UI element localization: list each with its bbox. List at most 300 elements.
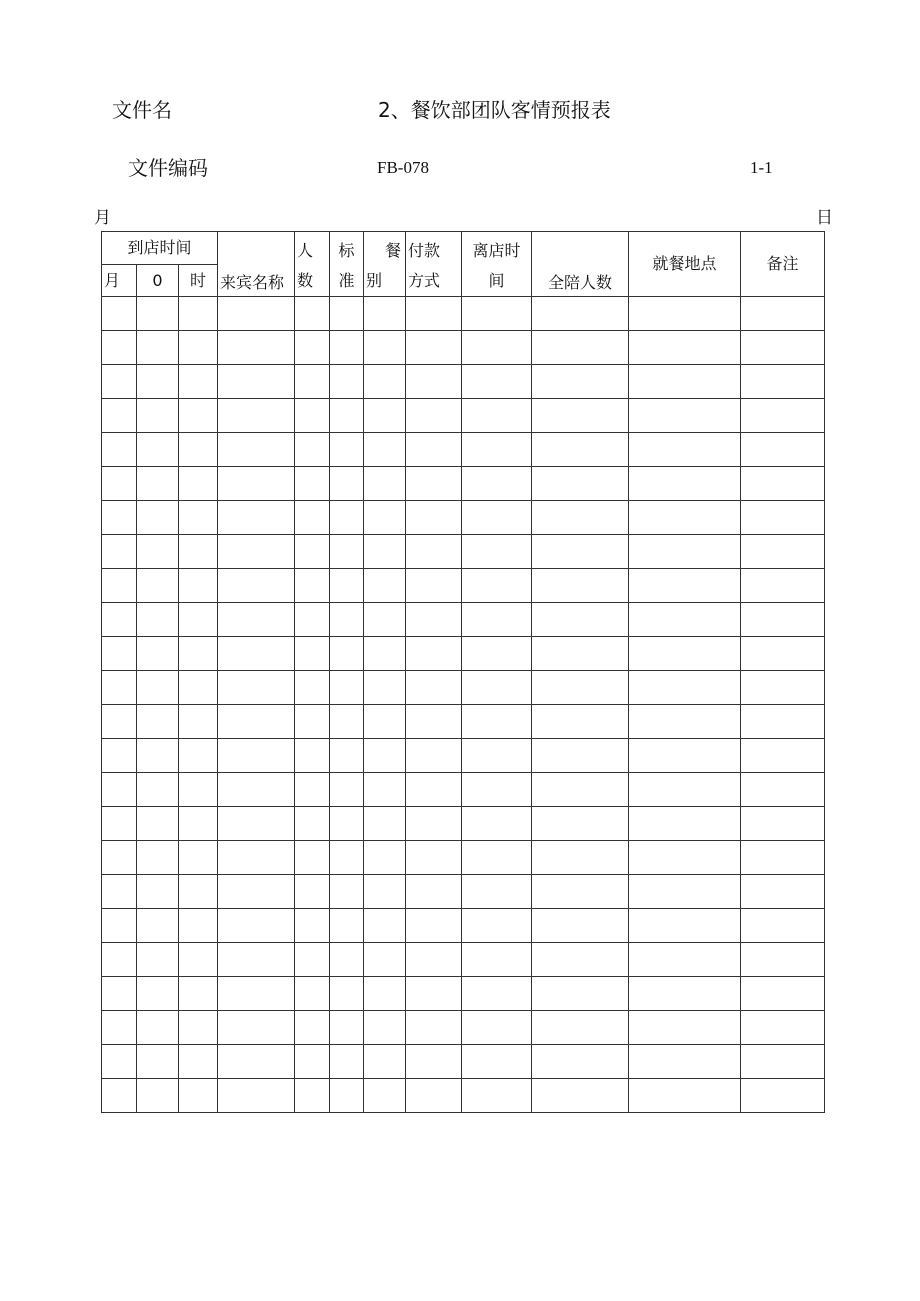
table-cell[interactable] bbox=[462, 943, 532, 977]
table-cell[interactable] bbox=[406, 705, 462, 739]
table-cell[interactable] bbox=[364, 841, 406, 875]
table-cell[interactable] bbox=[629, 433, 741, 467]
table-cell[interactable] bbox=[218, 535, 295, 569]
table-cell[interactable] bbox=[741, 331, 825, 365]
table-cell[interactable] bbox=[532, 977, 629, 1011]
table-row bbox=[102, 501, 825, 535]
table-cell[interactable] bbox=[462, 467, 532, 501]
remarks-header: 备注 bbox=[741, 232, 825, 297]
table-cell[interactable] bbox=[330, 773, 364, 807]
table-cell[interactable] bbox=[741, 365, 825, 399]
arrival-time-header: 到店时间 bbox=[102, 232, 218, 265]
people-count-header bbox=[295, 232, 330, 297]
table-cell[interactable] bbox=[364, 1079, 406, 1113]
table-cell[interactable] bbox=[137, 671, 179, 705]
table-cell[interactable] bbox=[629, 705, 741, 739]
table-cell[interactable] bbox=[295, 909, 330, 943]
people-line2: 数 bbox=[297, 271, 314, 290]
table-cell[interactable] bbox=[295, 1011, 330, 1045]
table-cell[interactable] bbox=[295, 841, 330, 875]
table-cell[interactable] bbox=[629, 909, 741, 943]
table-cell[interactable] bbox=[179, 399, 218, 433]
table-cell[interactable] bbox=[532, 1045, 629, 1079]
table-cell[interactable] bbox=[218, 569, 295, 603]
table-cell[interactable] bbox=[629, 297, 741, 331]
table-cell[interactable] bbox=[218, 875, 295, 909]
table-cell[interactable] bbox=[218, 297, 295, 331]
table-cell[interactable] bbox=[406, 1079, 462, 1113]
table-cell[interactable] bbox=[102, 841, 137, 875]
table-cell[interactable] bbox=[295, 399, 330, 433]
table-cell[interactable] bbox=[741, 773, 825, 807]
table-cell[interactable] bbox=[629, 671, 741, 705]
table-cell[interactable] bbox=[295, 331, 330, 365]
table-cell[interactable] bbox=[137, 637, 179, 671]
table-cell[interactable] bbox=[364, 637, 406, 671]
table-cell[interactable] bbox=[330, 705, 364, 739]
table-cell[interactable] bbox=[137, 603, 179, 637]
table-cell[interactable] bbox=[218, 1011, 295, 1045]
table-cell[interactable] bbox=[741, 467, 825, 501]
table-cell[interactable] bbox=[741, 535, 825, 569]
table-cell[interactable] bbox=[179, 943, 218, 977]
table-cell[interactable] bbox=[179, 1011, 218, 1045]
table-cell[interactable] bbox=[330, 603, 364, 637]
table-cell[interactable] bbox=[102, 773, 137, 807]
table-cell[interactable] bbox=[364, 365, 406, 399]
table-cell[interactable] bbox=[137, 841, 179, 875]
table-cell[interactable] bbox=[102, 603, 137, 637]
table-cell[interactable] bbox=[406, 467, 462, 501]
table-cell[interactable] bbox=[364, 1045, 406, 1079]
table-cell[interactable] bbox=[406, 603, 462, 637]
table-cell[interactable] bbox=[102, 875, 137, 909]
table-cell[interactable] bbox=[364, 467, 406, 501]
table-cell[interactable] bbox=[462, 773, 532, 807]
table-cell[interactable] bbox=[137, 467, 179, 501]
table-cell[interactable] bbox=[629, 1011, 741, 1045]
table-cell[interactable] bbox=[629, 875, 741, 909]
table-cell[interactable] bbox=[330, 977, 364, 1011]
table-cell[interactable] bbox=[330, 1011, 364, 1045]
table-cell[interactable] bbox=[532, 603, 629, 637]
table-cell[interactable] bbox=[629, 637, 741, 671]
table-cell[interactable] bbox=[406, 773, 462, 807]
table-cell[interactable] bbox=[462, 297, 532, 331]
table-cell[interactable] bbox=[532, 909, 629, 943]
table-cell[interactable] bbox=[364, 569, 406, 603]
table-cell[interactable] bbox=[330, 739, 364, 773]
table-cell[interactable] bbox=[741, 909, 825, 943]
table-cell[interactable] bbox=[741, 637, 825, 671]
table-cell[interactable] bbox=[741, 569, 825, 603]
table-cell[interactable] bbox=[295, 569, 330, 603]
table-cell[interactable] bbox=[179, 365, 218, 399]
table-cell[interactable] bbox=[218, 501, 295, 535]
table-cell[interactable] bbox=[137, 297, 179, 331]
table-cell[interactable] bbox=[295, 943, 330, 977]
table-cell[interactable] bbox=[406, 1045, 462, 1079]
table-cell[interactable] bbox=[364, 977, 406, 1011]
table-cell[interactable] bbox=[295, 1045, 330, 1079]
table-cell[interactable] bbox=[741, 841, 825, 875]
table-row bbox=[102, 331, 825, 365]
table-cell[interactable] bbox=[179, 569, 218, 603]
table-cell[interactable] bbox=[629, 1045, 741, 1079]
table-cell[interactable] bbox=[295, 433, 330, 467]
table-cell[interactable] bbox=[629, 1079, 741, 1113]
table-cell[interactable] bbox=[741, 739, 825, 773]
table-cell[interactable] bbox=[364, 705, 406, 739]
table-cell[interactable] bbox=[741, 943, 825, 977]
table-cell[interactable] bbox=[741, 603, 825, 637]
table-cell[interactable] bbox=[406, 637, 462, 671]
table-cell[interactable] bbox=[330, 637, 364, 671]
table-cell[interactable] bbox=[532, 535, 629, 569]
table-cell[interactable] bbox=[741, 433, 825, 467]
table-cell[interactable] bbox=[629, 535, 741, 569]
table-cell[interactable] bbox=[462, 671, 532, 705]
table-cell[interactable] bbox=[295, 297, 330, 331]
table-cell[interactable] bbox=[364, 875, 406, 909]
table-cell[interactable] bbox=[741, 501, 825, 535]
table-cell[interactable] bbox=[462, 433, 532, 467]
table-cell[interactable] bbox=[462, 637, 532, 671]
table-cell[interactable] bbox=[330, 841, 364, 875]
table-cell[interactable] bbox=[137, 365, 179, 399]
table-cell[interactable] bbox=[364, 909, 406, 943]
table-cell[interactable] bbox=[179, 637, 218, 671]
table-cell[interactable] bbox=[330, 671, 364, 705]
table-cell[interactable] bbox=[741, 671, 825, 705]
table-cell[interactable] bbox=[179, 1045, 218, 1079]
table-cell[interactable] bbox=[629, 773, 741, 807]
table-cell[interactable] bbox=[462, 1079, 532, 1113]
table-row bbox=[102, 1079, 825, 1113]
table-cell[interactable] bbox=[137, 1045, 179, 1079]
table-cell[interactable] bbox=[532, 399, 629, 433]
table-cell[interactable] bbox=[218, 1079, 295, 1113]
table-cell[interactable] bbox=[741, 1045, 825, 1079]
table-cell[interactable] bbox=[218, 705, 295, 739]
table-cell[interactable] bbox=[218, 331, 295, 365]
table-cell[interactable] bbox=[102, 1045, 137, 1079]
table-cell[interactable] bbox=[532, 365, 629, 399]
table-cell[interactable] bbox=[741, 1011, 825, 1045]
table-cell[interactable] bbox=[295, 603, 330, 637]
table-cell[interactable] bbox=[462, 331, 532, 365]
table-cell[interactable] bbox=[330, 467, 364, 501]
table-cell[interactable] bbox=[330, 331, 364, 365]
table-cell[interactable] bbox=[137, 535, 179, 569]
table-cell[interactable] bbox=[532, 705, 629, 739]
table-cell[interactable] bbox=[295, 807, 330, 841]
table-cell[interactable] bbox=[532, 671, 629, 705]
table-cell[interactable] bbox=[102, 535, 137, 569]
table-cell[interactable] bbox=[462, 603, 532, 637]
table-cell[interactable] bbox=[295, 365, 330, 399]
table-cell[interactable] bbox=[364, 331, 406, 365]
table-cell[interactable] bbox=[179, 331, 218, 365]
table-cell[interactable] bbox=[629, 467, 741, 501]
table-cell[interactable] bbox=[364, 739, 406, 773]
table-cell[interactable] bbox=[295, 1079, 330, 1113]
table-cell[interactable] bbox=[629, 841, 741, 875]
table-cell[interactable] bbox=[330, 433, 364, 467]
table-cell[interactable] bbox=[102, 1079, 137, 1113]
table-cell[interactable] bbox=[102, 467, 137, 501]
table-cell[interactable] bbox=[364, 433, 406, 467]
table-cell[interactable] bbox=[218, 637, 295, 671]
table-cell[interactable] bbox=[179, 467, 218, 501]
table-cell[interactable] bbox=[295, 739, 330, 773]
table-cell[interactable] bbox=[137, 399, 179, 433]
table-cell[interactable] bbox=[406, 739, 462, 773]
table-cell[interactable] bbox=[741, 807, 825, 841]
table-cell[interactable] bbox=[406, 433, 462, 467]
table-cell[interactable] bbox=[629, 399, 741, 433]
table-cell[interactable] bbox=[364, 297, 406, 331]
table-cell[interactable] bbox=[364, 535, 406, 569]
table-cell[interactable] bbox=[406, 807, 462, 841]
table-cell[interactable] bbox=[218, 365, 295, 399]
table-cell[interactable] bbox=[179, 501, 218, 535]
table-cell[interactable] bbox=[102, 297, 137, 331]
table-cell[interactable] bbox=[330, 535, 364, 569]
table-cell[interactable] bbox=[532, 943, 629, 977]
table-cell[interactable] bbox=[462, 501, 532, 535]
table-cell[interactable] bbox=[532, 637, 629, 671]
table-cell[interactable] bbox=[406, 875, 462, 909]
table-cell[interactable] bbox=[218, 807, 295, 841]
table-cell[interactable] bbox=[179, 297, 218, 331]
table-cell[interactable] bbox=[102, 501, 137, 535]
table-cell[interactable] bbox=[179, 909, 218, 943]
table-cell[interactable] bbox=[102, 807, 137, 841]
table-cell[interactable] bbox=[532, 1079, 629, 1113]
group-forecast-table bbox=[101, 231, 825, 1113]
table-cell[interactable] bbox=[218, 1045, 295, 1079]
table-cell[interactable] bbox=[532, 501, 629, 535]
table-cell[interactable] bbox=[102, 433, 137, 467]
table-cell[interactable] bbox=[102, 331, 137, 365]
table-cell[interactable] bbox=[532, 1011, 629, 1045]
table-cell[interactable] bbox=[406, 569, 462, 603]
table-cell[interactable] bbox=[218, 433, 295, 467]
table-cell[interactable] bbox=[364, 603, 406, 637]
table-cell[interactable] bbox=[295, 501, 330, 535]
table-cell[interactable] bbox=[462, 1045, 532, 1079]
arrival-hour-header: 时 bbox=[179, 265, 218, 297]
table-cell[interactable] bbox=[218, 977, 295, 1011]
table-cell[interactable] bbox=[462, 535, 532, 569]
table-cell[interactable] bbox=[179, 773, 218, 807]
table-cell[interactable] bbox=[102, 909, 137, 943]
table-cell[interactable] bbox=[137, 875, 179, 909]
table-cell[interactable] bbox=[406, 671, 462, 705]
table-cell[interactable] bbox=[102, 943, 137, 977]
table-cell[interactable] bbox=[532, 841, 629, 875]
table-cell[interactable] bbox=[330, 875, 364, 909]
table-cell[interactable] bbox=[218, 909, 295, 943]
table-cell[interactable] bbox=[295, 637, 330, 671]
table-cell[interactable] bbox=[532, 875, 629, 909]
table-cell[interactable] bbox=[364, 943, 406, 977]
table-cell[interactable] bbox=[364, 671, 406, 705]
table-cell[interactable] bbox=[462, 705, 532, 739]
table-cell[interactable] bbox=[532, 569, 629, 603]
table-cell[interactable] bbox=[218, 841, 295, 875]
table-cell[interactable] bbox=[295, 535, 330, 569]
table-cell[interactable] bbox=[295, 977, 330, 1011]
table-cell[interactable] bbox=[137, 1079, 179, 1113]
table-cell[interactable] bbox=[330, 297, 364, 331]
table-cell[interactable] bbox=[462, 875, 532, 909]
table-cell[interactable] bbox=[406, 501, 462, 535]
table-cell[interactable] bbox=[179, 807, 218, 841]
meal-type-header bbox=[364, 232, 406, 297]
table-cell[interactable] bbox=[364, 773, 406, 807]
table-cell[interactable] bbox=[295, 671, 330, 705]
table-cell[interactable] bbox=[137, 705, 179, 739]
table-cell[interactable] bbox=[218, 739, 295, 773]
table-cell[interactable] bbox=[741, 977, 825, 1011]
table-cell[interactable] bbox=[532, 297, 629, 331]
table-cell[interactable] bbox=[406, 1011, 462, 1045]
table-cell[interactable] bbox=[102, 977, 137, 1011]
table-cell[interactable] bbox=[330, 569, 364, 603]
table-cell[interactable] bbox=[137, 773, 179, 807]
table-cell[interactable] bbox=[102, 1011, 137, 1045]
table-cell[interactable] bbox=[330, 943, 364, 977]
table-cell[interactable] bbox=[364, 807, 406, 841]
table-cell[interactable] bbox=[179, 603, 218, 637]
table-cell[interactable] bbox=[179, 705, 218, 739]
table-cell[interactable] bbox=[330, 807, 364, 841]
table-cell[interactable] bbox=[629, 365, 741, 399]
table-cell[interactable] bbox=[295, 773, 330, 807]
table-cell[interactable] bbox=[179, 739, 218, 773]
table-cell[interactable] bbox=[295, 705, 330, 739]
table-cell[interactable] bbox=[629, 807, 741, 841]
table-cell[interactable] bbox=[137, 331, 179, 365]
table-cell[interactable] bbox=[741, 399, 825, 433]
table-cell[interactable] bbox=[137, 739, 179, 773]
table-cell[interactable] bbox=[295, 467, 330, 501]
table-cell[interactable] bbox=[629, 739, 741, 773]
table-cell[interactable] bbox=[330, 1045, 364, 1079]
table-cell[interactable] bbox=[179, 433, 218, 467]
table-cell[interactable] bbox=[406, 943, 462, 977]
table-cell[interactable] bbox=[102, 705, 137, 739]
table-cell[interactable] bbox=[102, 671, 137, 705]
table-cell[interactable] bbox=[179, 977, 218, 1011]
table-cell[interactable] bbox=[102, 739, 137, 773]
table-cell[interactable] bbox=[137, 909, 179, 943]
table-cell[interactable] bbox=[179, 535, 218, 569]
table-cell[interactable] bbox=[137, 977, 179, 1011]
table-cell[interactable] bbox=[137, 943, 179, 977]
table-cell[interactable] bbox=[179, 1079, 218, 1113]
people-line1: 人 bbox=[297, 241, 314, 260]
table-cell[interactable] bbox=[330, 501, 364, 535]
table-cell[interactable] bbox=[218, 671, 295, 705]
table-cell[interactable] bbox=[330, 1079, 364, 1113]
table-cell[interactable] bbox=[406, 977, 462, 1011]
table-cell[interactable] bbox=[462, 399, 532, 433]
table-cell[interactable] bbox=[629, 501, 741, 535]
table-cell[interactable] bbox=[462, 977, 532, 1011]
table-cell[interactable] bbox=[218, 943, 295, 977]
table-cell[interactable] bbox=[179, 875, 218, 909]
table-cell[interactable] bbox=[330, 399, 364, 433]
table-cell[interactable] bbox=[102, 365, 137, 399]
table-cell[interactable] bbox=[364, 1011, 406, 1045]
table-cell[interactable] bbox=[629, 977, 741, 1011]
table-cell[interactable] bbox=[218, 399, 295, 433]
table-cell[interactable] bbox=[330, 909, 364, 943]
table-cell[interactable] bbox=[102, 399, 137, 433]
table-cell[interactable] bbox=[137, 501, 179, 535]
table-cell[interactable] bbox=[364, 399, 406, 433]
table-cell[interactable] bbox=[137, 569, 179, 603]
table-cell[interactable] bbox=[137, 433, 179, 467]
table-cell[interactable] bbox=[741, 1079, 825, 1113]
table-cell[interactable] bbox=[462, 365, 532, 399]
table-cell[interactable] bbox=[179, 841, 218, 875]
table-cell[interactable] bbox=[364, 501, 406, 535]
table-cell[interactable] bbox=[218, 603, 295, 637]
table-cell[interactable] bbox=[406, 297, 462, 331]
table-cell[interactable] bbox=[102, 569, 137, 603]
table-cell[interactable] bbox=[532, 807, 629, 841]
table-cell[interactable] bbox=[102, 637, 137, 671]
table-cell[interactable] bbox=[532, 773, 629, 807]
arrival-zero-header: 0 bbox=[137, 265, 179, 297]
table-cell[interactable] bbox=[532, 331, 629, 365]
table-cell[interactable] bbox=[532, 433, 629, 467]
table-cell[interactable] bbox=[462, 569, 532, 603]
table-cell[interactable] bbox=[218, 467, 295, 501]
table-cell[interactable] bbox=[462, 1011, 532, 1045]
table-cell[interactable] bbox=[406, 841, 462, 875]
table-cell[interactable] bbox=[629, 331, 741, 365]
table-cell[interactable] bbox=[218, 773, 295, 807]
table-cell[interactable] bbox=[330, 365, 364, 399]
table-cell[interactable] bbox=[462, 807, 532, 841]
table-cell[interactable] bbox=[741, 297, 825, 331]
table-cell[interactable] bbox=[629, 603, 741, 637]
table-cell[interactable] bbox=[741, 705, 825, 739]
table-cell[interactable] bbox=[629, 943, 741, 977]
table-cell[interactable] bbox=[406, 399, 462, 433]
table-cell[interactable] bbox=[532, 467, 629, 501]
table-cell[interactable] bbox=[741, 875, 825, 909]
table-cell[interactable] bbox=[629, 569, 741, 603]
table-cell[interactable] bbox=[406, 535, 462, 569]
table-cell[interactable] bbox=[179, 671, 218, 705]
table-cell[interactable] bbox=[406, 331, 462, 365]
table-cell[interactable] bbox=[406, 365, 462, 399]
table-cell[interactable] bbox=[462, 739, 532, 773]
table-cell[interactable] bbox=[532, 739, 629, 773]
table-cell[interactable] bbox=[295, 875, 330, 909]
table-cell[interactable] bbox=[137, 807, 179, 841]
table-cell[interactable] bbox=[406, 909, 462, 943]
table-cell[interactable] bbox=[462, 841, 532, 875]
table-cell[interactable] bbox=[462, 909, 532, 943]
table-cell[interactable] bbox=[137, 1011, 179, 1045]
